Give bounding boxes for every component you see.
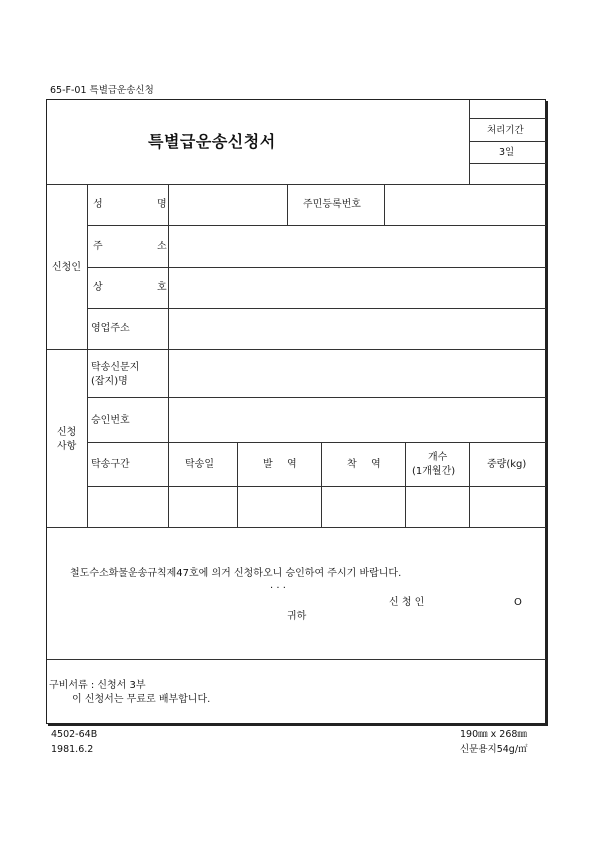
rule-request-bottom xyxy=(47,527,546,528)
applicant-signature-label: 신 청 인 xyxy=(389,597,425,608)
col-dest-header-2: 역 xyxy=(371,459,381,470)
newspaper-field[interactable] xyxy=(169,351,544,396)
address-label-2: 소 xyxy=(157,241,167,252)
rule-row-cols xyxy=(87,486,546,487)
cell-weight[interactable] xyxy=(471,488,544,526)
processing-period-value: 3일 xyxy=(499,147,515,158)
cell-origin[interactable] xyxy=(239,488,320,526)
business-label-1: 상 xyxy=(93,282,103,293)
addressee: 귀하 xyxy=(287,611,307,622)
address-label-1: 주 xyxy=(93,241,103,252)
col-date-header: 탁송일 xyxy=(185,459,214,470)
col-origin-header-2: 역 xyxy=(287,459,297,470)
rule-col-dest xyxy=(405,442,406,527)
approval-no-label: 승인번호 xyxy=(91,415,130,426)
cell-count[interactable] xyxy=(407,488,468,526)
form-code: 65-F-01 특별급운송신청 xyxy=(50,85,154,96)
rule-resident-left xyxy=(287,184,288,225)
required-documents: 구비서류 : 신청서 3부 xyxy=(49,680,146,691)
col-dest-header-1: 착 xyxy=(347,459,357,470)
col-count-header-1: 개수 xyxy=(428,452,448,463)
footer-code: 4502-64B xyxy=(51,729,98,740)
footer-date: 1981.6.2 xyxy=(51,744,94,755)
name-label-2: 명 xyxy=(157,199,167,210)
form-shadow-right xyxy=(546,101,548,726)
rule-applicant-bottom xyxy=(47,349,546,350)
rule-row-address xyxy=(87,267,546,268)
request-statement: 철도수소화물운송규칙제47호에 의거 신청하오니 승인하여 주시기 바랍니다. xyxy=(70,568,402,579)
request-group-label-1: 신청 xyxy=(57,427,77,438)
rule-header-bottom xyxy=(47,184,546,185)
col-weight-header: 중량(kg) xyxy=(487,459,527,470)
rule-row-approval xyxy=(87,442,546,443)
col-section-header: 탁송구간 xyxy=(91,459,130,470)
applicant-group-label: 신청인 xyxy=(52,262,81,273)
rule-col-count xyxy=(469,442,470,527)
footer-size: 190㎜ x 268㎜ xyxy=(460,729,527,740)
cell-section[interactable] xyxy=(89,488,167,526)
rule-proc-2 xyxy=(469,141,546,142)
rule-proc-3 xyxy=(469,163,546,164)
approval-no-field[interactable] xyxy=(169,399,544,441)
cell-date[interactable] xyxy=(170,488,236,526)
rule-row-name xyxy=(87,225,546,226)
rule-proc-1 xyxy=(469,118,546,119)
rule-proc-left xyxy=(469,100,470,184)
name-field[interactable] xyxy=(169,186,286,224)
resident-no-field[interactable] xyxy=(386,186,544,224)
address-field[interactable] xyxy=(169,227,544,266)
business-label-2: 호 xyxy=(157,282,167,293)
col-count-header-2: (1개월간) xyxy=(412,466,456,477)
rule-row-newspaper xyxy=(87,397,546,398)
business-name-field[interactable] xyxy=(169,269,544,307)
col-origin-header-1: 발 xyxy=(263,459,273,470)
form-shadow-bottom xyxy=(48,724,548,726)
request-group-label-2: 사항 xyxy=(57,441,77,452)
newspaper-label-2: (잡지)명 xyxy=(91,376,128,387)
name-label-1: 성 xyxy=(93,199,103,210)
form-title: 특별급운송신청서 xyxy=(148,132,276,151)
seal-mark: O xyxy=(514,597,522,608)
cell-dest[interactable] xyxy=(323,488,404,526)
rule-col-date xyxy=(237,442,238,527)
rule-group-left xyxy=(87,184,88,527)
free-distribution-note: 이 신청서는 무료로 배부합니다. xyxy=(72,694,211,705)
rule-col-origin xyxy=(321,442,322,527)
rule-row-business xyxy=(87,308,546,309)
resident-no-label: 주민등록번호 xyxy=(303,199,361,210)
footer-paper: 신문용지54g/㎡ xyxy=(460,744,528,755)
rule-statement-bottom xyxy=(47,659,546,660)
newspaper-label-1: 탁송신문지 xyxy=(91,362,140,373)
date-dots: · · · xyxy=(270,583,286,594)
business-address-label: 영업주소 xyxy=(91,323,130,334)
business-address-field[interactable] xyxy=(169,310,544,348)
processing-period-label: 처리기간 xyxy=(487,125,524,136)
rule-resident-right xyxy=(384,184,385,225)
